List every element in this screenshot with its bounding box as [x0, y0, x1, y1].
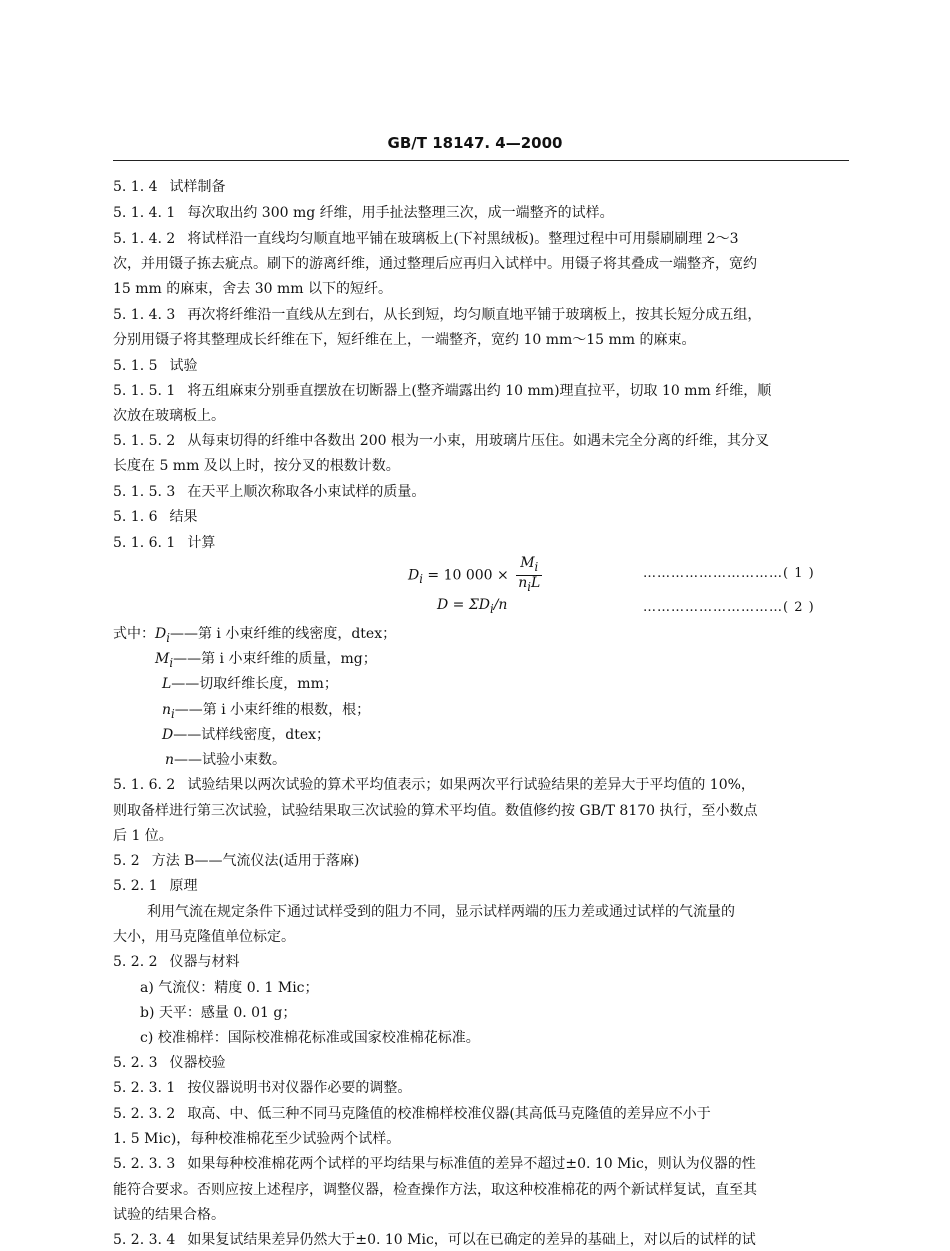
clause-text: 试验 [169, 358, 198, 374]
clause-text: 取高、中、低三种不同马克隆值的校准棉样校准仪器(其高低马克隆值的差异应不小于 [187, 1106, 711, 1122]
text-line [113, 507, 849, 527]
clause-text: 分别用镊子将其整理成长纤维在下，短纤维在上，一端整齐，宽约 10 mm～15 mm 的麻束。 [113, 332, 696, 348]
clause-number: 5. 1. 5. 3 [113, 484, 176, 500]
clause-number: 5. 2. 1 [113, 878, 158, 894]
text-line [140, 1003, 876, 1023]
text-line [113, 826, 849, 846]
symbol-description: ——试样线密度，dtex； [173, 727, 331, 743]
symbol-subscript: i [169, 655, 174, 670]
symbol-definition [155, 649, 891, 673]
text-line [113, 254, 849, 274]
clause-text: 结果 [169, 509, 198, 525]
clause-text: 长度在 5 mm 及以上时，按分叉的根数计数。 [113, 458, 400, 474]
clause-number: 5. 1. 5 [113, 358, 158, 374]
clause-number: 5. 2. 3. 3 [113, 1156, 176, 1172]
clause-text: 次放在玻璃板上。 [113, 408, 225, 424]
text-line [113, 431, 849, 451]
text-line [113, 1129, 849, 1149]
clause-number: 5. 1. 5. 1 [113, 383, 176, 399]
text-line [140, 1028, 876, 1048]
clause-number: 5. 2 [113, 853, 140, 869]
clause-text: 次，并用镊子拣去疵点。刷下的游离纤维，通过整理后应再归入试样中。用镊子将其叠成一端整齐，宽约 [113, 256, 757, 272]
clause-text: 仪器校验 [169, 1055, 226, 1071]
where-intro: 式中： [113, 626, 155, 642]
text-line [113, 203, 849, 223]
symbol-description: ——试验小束数。 [174, 752, 287, 768]
text-line [113, 1230, 849, 1250]
text-line [113, 229, 849, 249]
symbol-subscript: i [166, 630, 170, 645]
text-line [113, 851, 849, 871]
text-line [113, 876, 849, 896]
clause-text: 从每束切得的纤维中各数出 200 根为一小束，用玻璃片压住。如遇未完全分离的纤维，其分叉 [187, 433, 769, 449]
text-line [113, 1180, 849, 1200]
clause-number: 5. 1. 4. 2 [113, 231, 176, 247]
clause-text: 方法 B——气流仪法(适用于落麻) [151, 853, 360, 869]
clause-number: 5. 1. 4 [113, 179, 158, 195]
text-line [140, 978, 876, 998]
symbol: n [162, 702, 172, 718]
clause-number: 5. 2. 3. 1 [113, 1080, 176, 1096]
text-line [113, 1053, 849, 1073]
symbol-definition [162, 674, 898, 694]
text-line [113, 775, 849, 795]
symbol-description: ——第 i 小束纤维的线密度，dtex； [169, 626, 397, 642]
header-rule [113, 160, 849, 161]
text-line [113, 1078, 849, 1098]
text-line [113, 1104, 849, 1124]
clause-text: 试验的结果合格。 [113, 1207, 225, 1223]
symbol-description: ——第 i 小束纤维的根数，根； [174, 702, 371, 718]
clause-text: 将试样沿一直线均匀顺直地平铺在玻璃板上(下衬黑绒板)。整理过程中可用鬃刷刷理 2～3 [187, 231, 739, 247]
clause-text: 将五组麻束分别垂直摆放在切断器上(整齐端露出约 10 mm)理直拉平，切取 10 mm 纤维，顺 [187, 383, 772, 399]
clause-text: 按仪器说明书对仪器作必要的调整。 [187, 1080, 412, 1096]
clause-text: 试验结果以两次试验的算术平均值表示；如果两次平行试验结果的差异大于平均值的 10%， [187, 777, 755, 793]
text-line [113, 927, 849, 947]
formula-2-number: …………………………( 2 ) [643, 600, 815, 615]
symbol-subscript: i [171, 706, 175, 721]
text-line [113, 1205, 849, 1225]
clause-text: 如果复试结果差异仍然大于±0. 10 Mic，可以在已确定的差异的基础上，对以后的试样的试 [187, 1232, 756, 1248]
clause-text: 在天平上顺次称取各小束试样的质量。 [187, 484, 426, 500]
text-line [113, 952, 849, 972]
clause-text: 试样制备 [169, 179, 226, 195]
symbol: D [155, 626, 167, 642]
clause-text: 利用气流在规定条件下通过试样受到的阻力不同，显示试样两端的压力差或通过试样的气流量的 [147, 904, 735, 920]
symbol-description: ——第 i 小束纤维的质量，mg； [173, 651, 377, 667]
clause-text: 大小，用马克隆值单位标定。 [113, 929, 295, 945]
text-line [113, 330, 849, 350]
clause-text: 1. 5 Mic)，每种校准棉花至少试验两个试样。 [113, 1131, 401, 1147]
clause-number: 5. 1. 4. 1 [113, 205, 176, 221]
clause-text: 计算 [187, 535, 216, 551]
symbol-definition [162, 700, 898, 724]
text-line [113, 381, 849, 401]
clause-number: 5. 1. 4. 3 [113, 307, 176, 323]
text-line [113, 482, 849, 502]
clause-number: 5. 2. 3 [113, 1055, 158, 1071]
clause-number: 5. 1. 6. 1 [113, 535, 176, 551]
clause-number: 5. 2. 3. 4 [113, 1232, 176, 1248]
text-line [113, 533, 849, 553]
text-line [147, 902, 849, 922]
text-line [113, 406, 849, 426]
clause-text: 如果每种校准棉花两个试样的平均结果与标准值的差异不超过±0. 10 Mic，则认为仪器的性 [187, 1156, 756, 1172]
symbol-definition [113, 624, 849, 648]
symbol: D [162, 727, 174, 743]
clause-number: 5. 2. 3. 2 [113, 1106, 176, 1122]
formula-1: $D_i = 10$ 000 × $\frac{M_i}{n_iL}$ [408, 555, 541, 594]
symbol-description: ——切取纤维长度，mm； [171, 676, 338, 692]
symbol: L [162, 676, 172, 692]
text-line [113, 356, 849, 376]
clause-text: 15 mm 的麻束，舍去 30 mm 以下的短纤。 [113, 281, 392, 297]
clause-number: 5. 1. 6 [113, 509, 158, 525]
clause-text: 能符合要求。否则应按上述程序，调整仪器，检查操作方法，取这种校准棉花的两个新试样复试，直至其 [113, 1182, 757, 1198]
formula-2: $D = \Sigma D_i/n$ [437, 597, 508, 616]
symbol: M [155, 651, 170, 667]
symbol: n [165, 752, 175, 768]
symbol-definition [165, 750, 901, 770]
clause-text: b) 天平：感量 0. 01 g； [140, 1005, 297, 1021]
page-header-standard-code: GB/T 18147. 4—2000 [387, 134, 563, 152]
text-line [113, 1154, 849, 1174]
text-line [113, 801, 849, 821]
text-line [113, 177, 849, 197]
clause-number: 5. 1. 5. 2 [113, 433, 176, 449]
clause-number: 5. 1. 6. 2 [113, 777, 176, 793]
clause-text: c) 校准棉样：国际校准棉花标准或国家校准棉花标准。 [140, 1030, 480, 1046]
clause-text: 仪器与材料 [169, 954, 240, 970]
text-line [113, 279, 849, 299]
clause-text: a) 气流仪：精度 0. 1 Mic； [140, 980, 319, 996]
clause-text: 原理 [169, 878, 198, 894]
clause-text: 每次取出约 300 mg 纤维，用手扯法整理三次，成一端整齐的试样。 [187, 205, 614, 221]
clause-text: 则取备样进行第三次试验，试验结果取三次试验的算术平均值。数值修约按 GB/T 8170 执行，至小数点 [113, 803, 758, 819]
text-line [113, 456, 849, 476]
clause-text: 再次将纤维沿一直线从左到右，从长到短，均匀顺直地平铺于玻璃板上，按其长短分成五组， [187, 307, 762, 323]
clause-number: 5. 2. 2 [113, 954, 158, 970]
symbol-definition [162, 725, 898, 745]
formula-1-number: …………………………( 1 ) [643, 566, 815, 581]
clause-text: 后 1 位。 [113, 828, 173, 844]
text-line [113, 305, 849, 325]
